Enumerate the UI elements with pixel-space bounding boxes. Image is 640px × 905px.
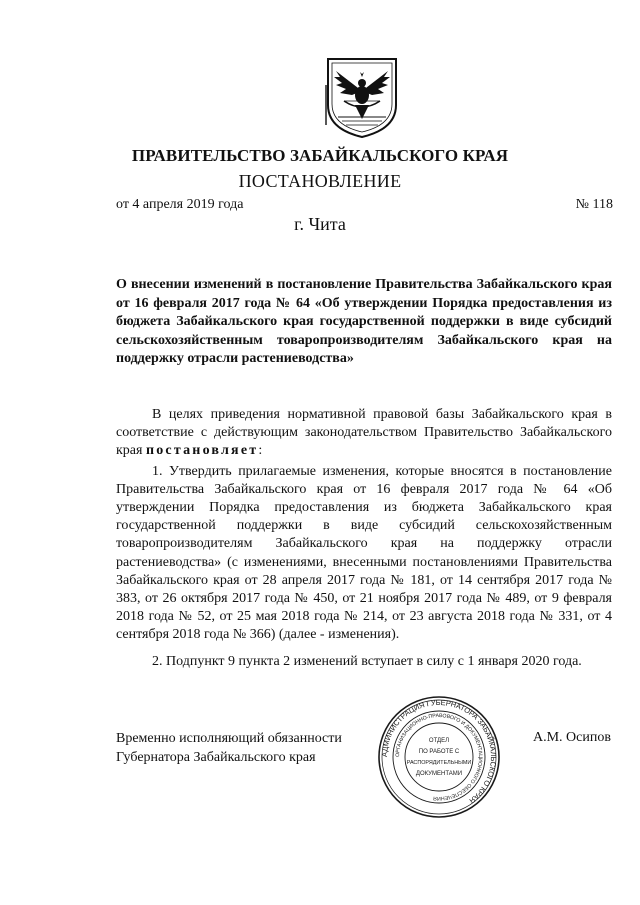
stamp-inner-ring-text: ОРГАНИЗАЦИОННО-ПРАВОВОГО И ДОКУМЕНТАЦИОННОГО ОБЕСПЕЧЕНИЯ (394, 712, 484, 802)
government-title: ПРАВИТЕЛЬСТВО ЗАБАЙКАЛЬСКОГО КРАЯ (131, 146, 509, 165)
stamp-ink (379, 697, 499, 817)
stamp-line-2: ПО РАБОТЕ С (418, 749, 460, 755)
resolves-colon: : (258, 443, 263, 459)
item-1: 1. Утвердить прилагаемые изменения, которые вносятся в постановление Правительства Забайкальского края от 16 февраля 2017 года № 64 «Об утверждении Порядка предоставления из бюджета Забайкальского края государственной поддержки в виде субсидий сельскохозяйственным товаропроизводителям Забайкальского края на поддержку отрасли растениеводства» (с изменениями, внесенными постановлениями Правительства Забайкальского края от 28 апреля 2017 года № 181, от 14 сентября 2017 года № 383, от 26 октября 2017 года № 450, от 21 ноября 2017 года № 489, от 9 февраля 2018 года № 52, от 25 мая 2018 года № 214, от 23 августа 2018 года № 331, от 4 сентября 2018 года № 366) (далее - изменения). (116, 463, 612, 643)
signer-name: А.М. Осипов (533, 730, 611, 745)
document-body (116, 406, 612, 671)
stamp-line-3: РАСПОРЯДИТЕЛЬНЫМИ (406, 760, 472, 766)
official-stamp (377, 695, 501, 819)
document-number: № 118 (575, 197, 613, 212)
zabaikalsky-coat-of-arms-icon (322, 55, 402, 139)
resolves-word: постановляет (145, 443, 259, 459)
document-city: г. Чита (294, 214, 346, 234)
stamp-ring-text: АДМИНИСТРАЦИЯ ГУБЕРНАТОРА ЗАБАЙКАЛЬСКОГО КРАЯ (379, 697, 499, 806)
stamp-line-1: ОТДЕЛ (428, 738, 450, 744)
document-type: ПОСТАНОВЛЕНИЕ (238, 171, 402, 191)
preamble-text: В целях приведения нормативной правовой базы Забайкальского края в соответствие с действующим законодательством Правительство Забайкальского края (116, 407, 612, 459)
signer-position-line-1: Временно исполняющий обязанности (116, 731, 342, 746)
stamp-line-4: ДОКУМЕНТАМИ (415, 771, 463, 777)
item-2: 2. Подпункт 9 пункта 2 изменений вступает в силу с 1 января 2020 года. (152, 653, 582, 669)
preamble-paragraph (116, 406, 612, 461)
document-date: от 4 апреля 2019 года (116, 197, 244, 212)
signer-position-line-2: Губернатора Забайкальского края (116, 749, 316, 765)
document-subject: О внесении изменений в постановление Правительства Забайкальского края от 16 февраля 2017 года № 64 «Об утверждении Порядка предоставления из бюджета Забайкальского края государственной поддержки в виде субсидий сельскохозяйственным товаропроизводителям Забайкальского края на поддержку отрасли растениеводства» (116, 277, 612, 367)
signer-position (116, 730, 342, 767)
